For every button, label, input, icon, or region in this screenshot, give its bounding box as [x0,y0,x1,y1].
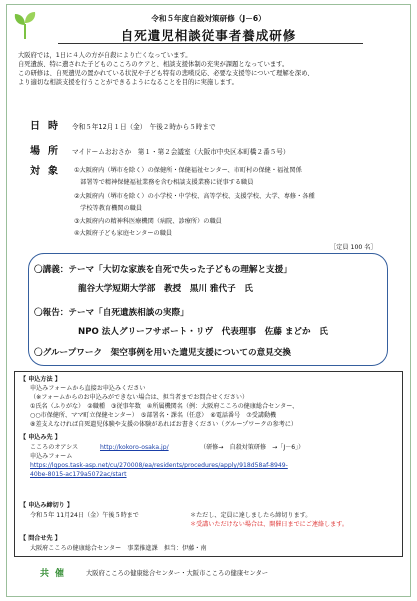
deadline: 令和５年 11月24日（金）午後５時まで [30,512,139,519]
target-label: 対象 [30,166,66,177]
target-line: ④大阪府子ども家庭センターの職員 [74,230,173,237]
intro-line: この研修は、自死遺児の置かれている状況や子ども特有の悲嘆反応、必要な支援等について理解を深め、 [18,70,314,77]
inquiry: 大阪府こころの健康総合センター 事業推進課 担当：伊藤・南 [30,545,207,552]
site-path: （研修→ 自殺対策研修 →「J－6」） [200,444,305,451]
date-value: 令和５年12月１日（金） 午後２時から５時まで [72,123,216,131]
report-theme: 〇報告：テーマ「自死遺族相談の実際」 [34,308,189,318]
intro-line: より適切な相談支援を行うことができるようになることを目的に実施します。 [18,79,238,86]
host-label: 共催 [40,569,71,579]
date-label: 日時 [30,121,66,132]
target-line: 部署等で精神保健福祉業務を含む相談支援業務に従事する職員 [74,179,254,186]
target-line: ③大阪府内の精神科医療機関（病院、診療所）の職員 [74,218,222,225]
method-line: ①氏名（ふりがな） ②職種 ③従事年数 ④所属機関名（例：大阪府こころの健康総合センター、 [30,403,299,410]
lecturer: 龍谷大学短期大学部 教授 黒川 雅代子 氏 [78,284,253,294]
site-label: こころのオアシス [30,444,79,451]
title-divider [58,43,363,44]
intro-line: 自死遺族、特に遺された子どものこころのケアと、相談支援体制の充実が課題となっています。 [18,61,289,68]
inquiry-heading: 【 問合せ先 】 [20,535,61,542]
form-link-cont[interactable]: 40be-8015-ac179a5072ac/start [30,471,127,478]
lecture-theme: 〇講義：テーマ「大切な家族を自死で失った子どもの理解と支援」 [34,265,292,275]
target-line: 学校等教育機関の職員 [74,205,143,212]
venue-label: 場所 [30,146,66,157]
reporter: NPO 法人グリーフサポート・リヴ 代表理事 佐藤 まどか 氏 [78,327,328,337]
deadline-heading: 【 申込み締切り 】 [20,502,73,509]
method-line: （※フォームからのお申込みができない場合は、担当者までお問合せください） [30,394,249,401]
intro-line: 大阪府では，1日に４人の方が自殺により亡くなっています。 [18,52,192,59]
method-line: ○○市保健所、ママ町立保健センター） ⑤部署名・課名（任意） ⑥電話番号 ⑦受講動機 [30,412,277,419]
page-title: 自死遺児相談従事者養成研修 [120,28,297,43]
training-code: 令和５年度自殺対策研修（J－6） [151,14,266,23]
host-value: 大阪府こころの健康総合センター・大阪市こころの健康センター [86,570,269,577]
method-line: ⑧差支えなければ自死遺児体験や支援の体験があればお書きください（グループワークの参考に） [30,421,298,428]
method-line: 申込みフォームから直接お申込みください [30,385,146,392]
target-line: ①大阪府内（堺市を除く）の保健所・保健福祉センター、市町村の保健・福祉関係 [74,167,302,174]
form-label: 申込みフォーム [30,453,73,460]
site-link[interactable]: http://kokoro-osaka.jp/ [100,444,169,451]
contact-heading: 【 申込み先 】 [20,434,61,441]
deadline-warning: ＊受講いただけない場合は、開催日までにご連絡します。 [190,521,348,528]
deadline-note: ＊ただし、定員に達しましたら締切ります。 [190,512,312,519]
form-link[interactable]: https://lgpos.task-asp.net/cu/270008/ea/residents/procedures/apply/918d58af-8949- [30,462,288,469]
method-heading: 【 申込方法 】 [20,376,61,383]
group-work: 〇グループワーク 架空事例を用いた遺児支援についての意見交換 [34,348,291,358]
venue-value: マイドームおおさか 第１・第２会議室（大阪市中央区本町橋２番５号） [72,148,290,156]
target-line: ②大阪府内（堺市を除く）の小学校・中学校、高等学校、支援学校、大学、専修・各種 [74,193,315,200]
capacity: ［定員 100 名］ [330,244,377,251]
